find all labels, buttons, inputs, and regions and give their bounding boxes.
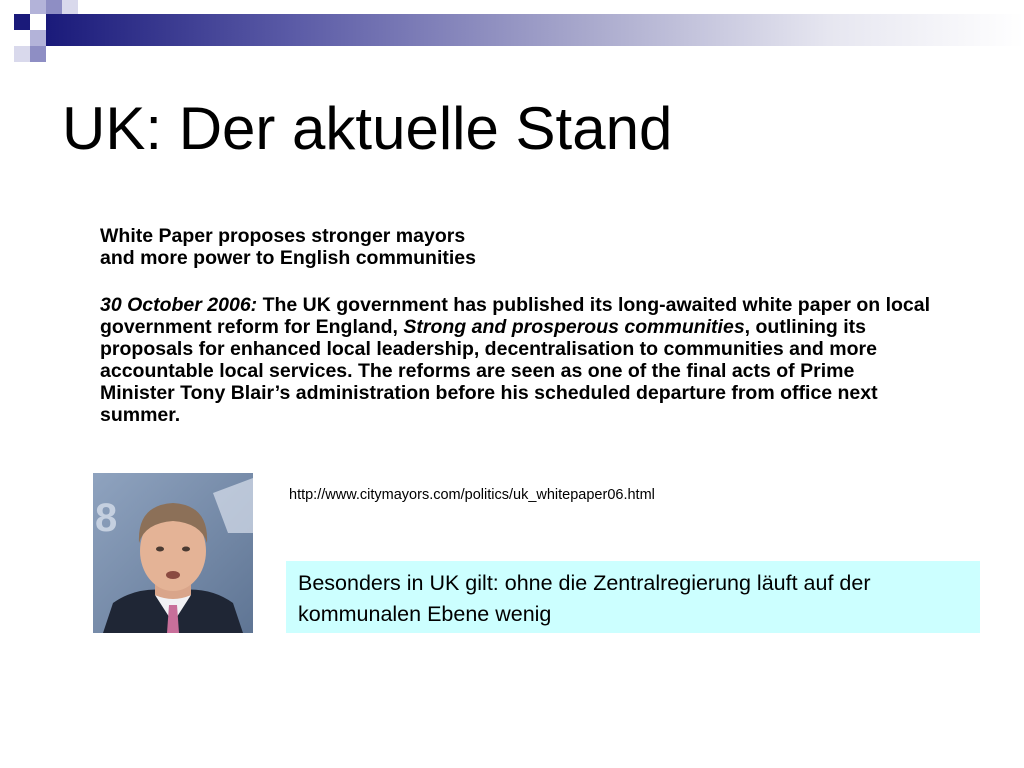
article-date: 30 October 2006: xyxy=(100,294,258,316)
headline-line-1: White Paper proposes stronger mayors xyxy=(100,225,466,247)
article-text-part-1: The UK government has published its long-awaited white paper on local government reform for England, xyxy=(100,294,931,338)
headline-line-2: and more power to English communities xyxy=(100,247,476,269)
header-gradient-bar xyxy=(46,14,1024,46)
article-body xyxy=(100,294,930,426)
note-box xyxy=(286,561,980,633)
header-square-light xyxy=(30,0,46,14)
header-square-mid xyxy=(30,46,46,62)
article-publication-title: Strong and prosperous communities xyxy=(403,316,745,338)
portrait-illustration xyxy=(93,473,253,633)
portrait-photo xyxy=(93,473,253,633)
header-square-light xyxy=(62,0,78,14)
svg-text:8: 8 xyxy=(95,496,118,540)
note-text: Besonders in UK gilt: ohne die Zentralregierung läuft auf der kommunalen Ebene wenig xyxy=(298,571,871,626)
article-text-part-2: , outlining its proposals for enhanced local leadership, decentralisation to communities and more accountable local services. The reforms are seen as one of the final acts of Prime Minister Tony Blair’s administration before his scheduled departure from office next summer. xyxy=(100,316,878,426)
header-square-light xyxy=(30,30,46,46)
source-url: http://www.citymayors.com/politics/uk_whitepaper06.html xyxy=(289,487,655,503)
header-square-light xyxy=(14,46,30,62)
article-headline xyxy=(100,225,660,269)
header-square-mid xyxy=(46,0,62,14)
header-square-dark xyxy=(14,14,30,30)
slide-title: UK: Der aktuelle Stand xyxy=(62,95,673,162)
